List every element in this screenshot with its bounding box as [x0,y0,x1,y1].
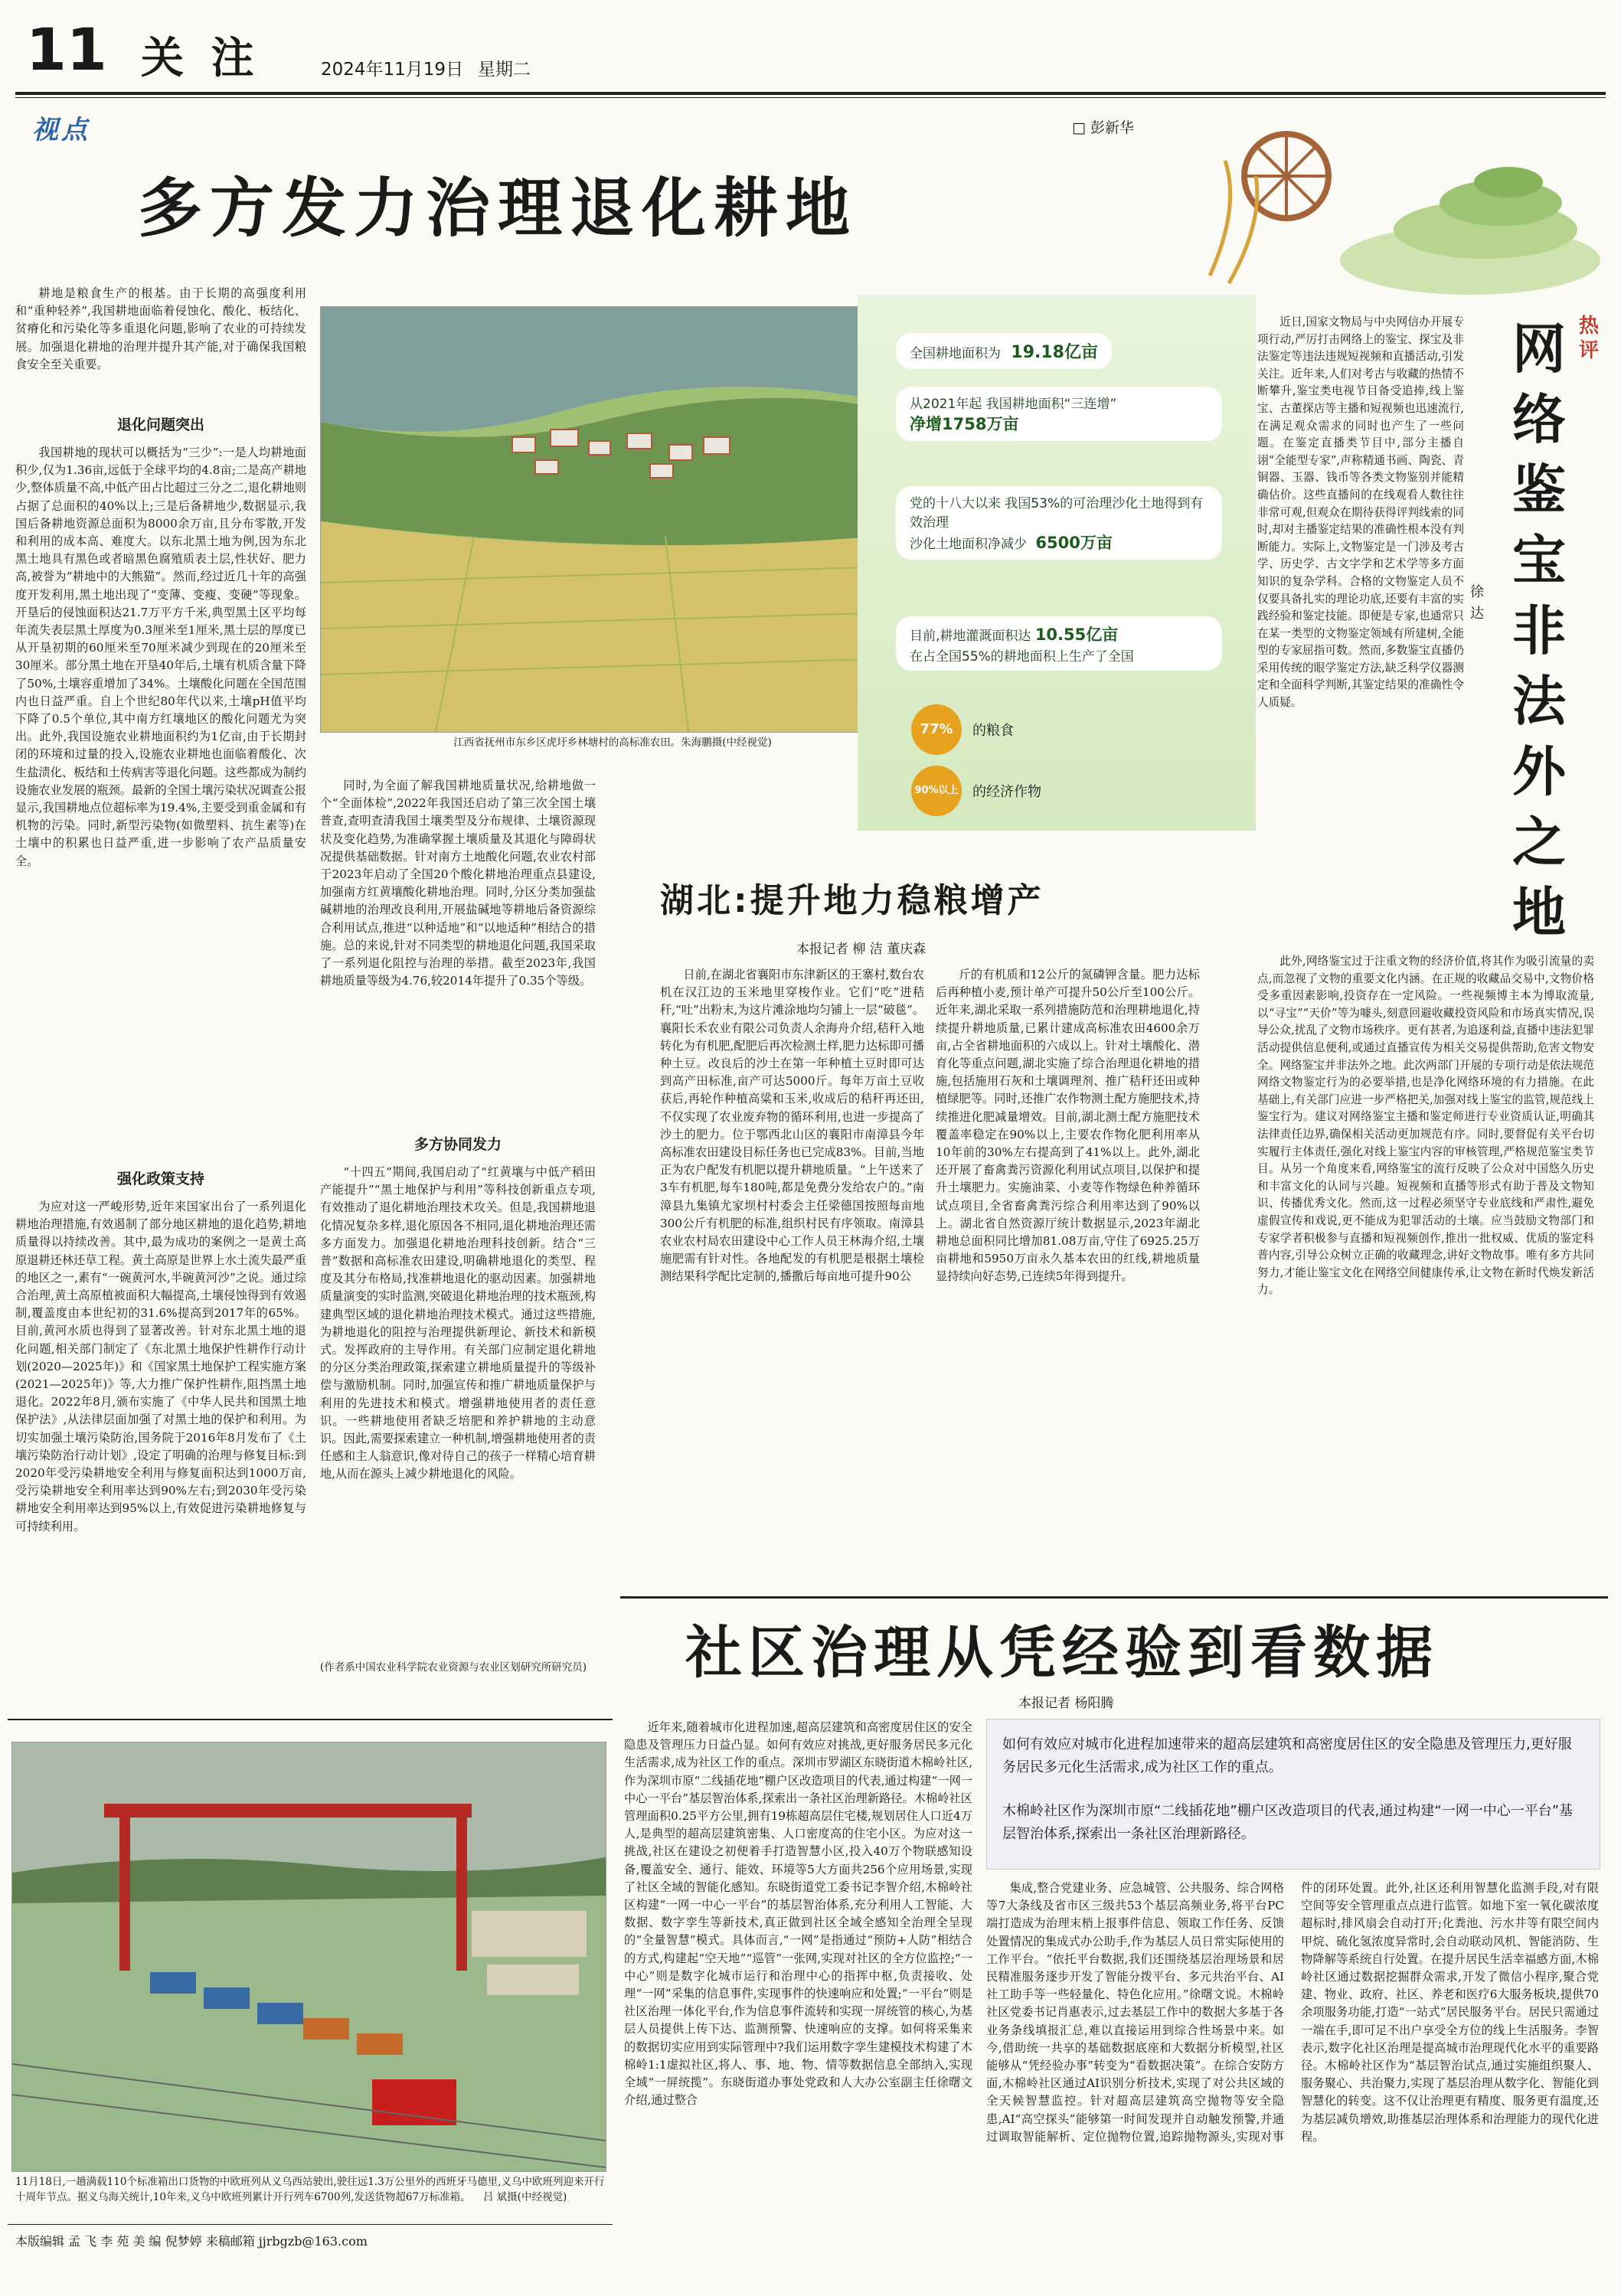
cash-crop-share-label: 的经济作物 [972,784,1041,800]
grain-share-label: 的粮食 [972,723,1014,739]
masthead [26,15,1596,92]
masthead-rule [15,92,1606,95]
stat-irrigation-value: 10.55亿亩 [1034,625,1119,644]
hubei-text-col2: 斤的有机质和12公斤的氮磷钾含量。肥力达标后再种植小麦,预计单产可提升50公斤至100公斤。近年来,湖北采取一系列措施防范和治理耕地退化,持续提升耕地质量,已累计建成高标准农田4600余万亩,占全省耕地面积的六成以上。针对土壤酸化、潜育化等重点问题,湖北实施了综合治理退化耕地的措施,包括施用石灰和土壤调理剂、推广秸秆还田或种植绿肥等。同时,还推广农作物测土配方施肥技术,持续推进化肥减量增效。目前,湖北测土配方施肥技术覆盖率稳定在90%以上,主要农作物化肥利用率从10年前的30%左右提高到了41%以上。此外,湖北还开展了畜禽粪污资源化利用试点项目,以保护和提升土壤肥力。实施油菜、小麦等作物绿色种养循环试点项目,全省畜禽粪污综合利用率达到了90%以上。湖北省自然资源厅统计数据显示,2023年湖北耕地总面积同比增加81.08万亩,守住了6925.25万亩耕地和5950万亩永久基本农田的红线,耕地质量显持续向好态势,已连续5年得到提升。 [936,968,1200,1284]
rail-photo-caption: 11月18日,一趟满载110个标准箱出口货物的中欧班列从义乌西站驶出,驶往远1.3万公里外的西班牙马德里,义乌中欧班列迎来开行十周年节点。据义乌海关统计,10年来,义乌中欧班列累计开行列车6700列,发送货物超67万标准箱。 吕 斌摄(中经视觉) [15,2176,605,2203]
section-heading-policy: 强化政策支持 [116,1171,204,1187]
stat-desertification: 党的十八大以来 我国53%的可治理沙化土地得到有效治理 沙化土地面积净减少 6500万亩 [896,486,1222,560]
rail-yard-photo [11,1742,606,2172]
community-summary-2: 木棉岭社区作为深圳市原“二线插花地”棚户区改造项目的代表,通过构建“一网一中心一平台”基层智治体系,探索出一条社区治理新路径。 [1002,1803,1574,1842]
hubei-text-col1: 日前,在湖北省襄阳市东津新区的王寨村,数台农机在汉江边的玉米地里穿梭作业。它们“吃”进秸秆,“吐”出粉末,为这片滩涂地均匀铺上一层“破毯”。襄阳长禾农业有限公司负责人余海舟介绍,秸秆入地转化为有机肥,配肥后再次检测土样,肥力达标即可播种土豆。改良后的沙土在第一年种植土豆时即可达到高产田标准,亩产可达5000斤。每年万亩土豆收获后,再轮作种植高粱和玉米,收成后的秸秆再还田,不仅实现了农业废弃物的循环利用,也进一步提高了沙土的肥力。位于鄂西北山区的襄阳市南漳县今年高标准农田建设目标任务也已完成83%。目前,当地正为农户配发有机肥以提升耕地质量。“上午送来了3车有机肥,每车180吨,都是免费分发给农户的。”南漳县九集镇尤家坝村村委会主任梁德国按照每亩地300公斤有机肥的标准,组织村民有序领取。南漳县农业农村局农田建设中心工作人员王林海介绍,土壤施肥需有针对性。各地配发的有机肥是根据土壤检测结果科学配比定制的,播撒后每亩地可提升90公 [660,968,924,1284]
community-summary-1: 如何有效应对城市化进程加速带来的超高层建筑和高密度居住区的安全隐患及管理压力,更好服务居民多元化生活需求,成为社区工作的重点。 [1002,1736,1572,1775]
section-problems-text: 我国耕地的现状可以概括为“三少”:一是人均耕地面积少,仅为1.36亩,远低于全球平均的4.8亩;二是高产耕地少,整体质量不高,中低产田占比超过三分之二,退化耕地则占据了总面积的40%以上;三是后备耕地少,数据显示,我国后备耕地资源总面积为8000余万亩,且分布零散,开发和利用的成本高、难度大。以东北黑土地为例,因为东北黑土地具有黑色或者暗黑色腐殖质表土层,性状好、肥力高,被誉为“耕地中的大熊猫”。然而,经过近几十年的高强度开发利用,黑土地出现了“变薄、变瘦、变硬”等现象。开垦后的侵蚀面积达21.7万平方千米,典型黑土区平均每年流失表层黑土厚度为0.3厘米至1厘米,黑土层的厚度已从开垦初期的60厘米至70厘米减少到现在的20厘米至30厘米。部分黑土地在开垦40年后,土壤有机质含量下降了50%,土壤容重增加了34%。土壤酸化问题在全国范围内也日益严重。自上个世纪80年代以来,土壤pH值平均下降了0.5个单位,其中南方红壤地区的酸化问题尤为突出。此外,我国设施农业耕地面积约为1亿亩,由于长期封闭的环境和过量的投入,设施农业耕地也面临着酸化、次生盐渍化、板结和土传病害等退化问题。这些都成为制约设施农业发展的瓶颈。最新的全国土壤污染状况调查公报显示,我国耕地点位超标率为19.4%,主要受到重金属和有机物的污染。同时,新型污染物(如微塑料、抗生素等)在土壤中的积累也日益严重,进一步影响了农产品质量安全。 [15,446,306,868]
main-byline: □ 彭新华 [1072,119,1134,136]
decorative-terrace-art [1195,115,1608,306]
rail-photo-rule [8,1719,613,1720]
community-text-col2: 集成,整合党建业务、应急城管、公共服务、综合网格等7大条线及省市区三级共53个基层高频业务,将平台PC端打造成为治理末梢上报事件信息、领取工作任务、反馈处置情况的集成式办公助手,作为基层人员日常实际使用的工作平台。“依托平台数据,我们还围绕基层治理场景和居民精准服务逐步开发了智能分拨平台、多元共治平台、AI社工助手等一些轻量化、特色化应用。”徐曙文说。木棉岭社区党委书记肖惠表示,过去基层工作中的数据大多基于各业务条线填报汇总,难以直接运用到综合性场景中来。如今,借助统一共享的基础数据底座和大数据分析模型,社区能够从“凭经验办事”转变为“看数据决策”。在综合安防方面,木棉岭社区通过AI识别分析技术,实现了对公共区域的全天候智慧监控。针对超高层建筑高空抛物等安全隐患,AI“高空探头”能够第一时间发现并自动触发预警,并通过调取智能解析、定位抛物位置,追踪抛物源头,实现对事件的闭环处置。此外,社区还利用智慧化监测手段,对有限空间等安全管理重点点进行监管。如地下室一氧化碳浓度超标时,排风扇会自动打开;化粪池、污水井等有限空间内甲烷、硫化氢浓度异常时,会自动联动风机、智能消防、生物降解等系统自行处置。在提升居民生活幸福感方面,木棉岭社区通过数据挖掘群众需求,开发了微信小程序,聚合党建、物业、政府、社区、养老和医疗6大服务板块,提供70余项服务功能,打造“一站式”居民服务平台。居民只需通过一端在手,即可足不出户享受全方位的线上生活服务。李智表示,数字化社区治理是提高城市治理现代化水平的重要路径。木棉岭社区作为“基层智治试点,通过实施组织聚人、服务聚心、共治聚力,实现了基层治理从数字化、智能化到智慧化的转变。这不仅让治理更有精度、服务更有温度,还为基层减负增效,助推基层治理体系和治理能力的现代化进程。 [986,1881,1599,2144]
stat-three-increase-value: 净增1758万亩 [910,415,1019,433]
issue-date: 2024年11月19日 [321,60,464,80]
community-box-rule [620,1596,1608,1599]
column-tag: 视点 [32,115,90,145]
section-heading-problems: 退化问题突出 [116,416,204,433]
hubei-byline: 本报记者 柳 洁 董庆森 [796,942,927,957]
footer-editors: 本版编辑 孟 飞 李 苑 美 编 倪梦婷 来稿邮箱 jjrbgzb@163.com [15,2234,368,2249]
stat-total-area-value: 19.18亿亩 [1011,343,1098,362]
stat-desertification-value: 6500万亩 [1035,534,1113,552]
section-synergy-text: “十四五”期间,我国启动了“红黄壤与中低产稻田产能提升”“黑土地保护与利用”等科技创新重点专项,有效推动了退化耕地治理技术攻关。但是,我国耕地退化情况复杂多样,退化原因各不相同,退化耕地治理还需多方面发力。加强退化耕地治理科技创新。结合“三普”数据和高标准农田建设,明确耕地退化的类型、程度及其分布格局,找准耕地退化的驱动因素。加强耕地质量演变的实时监测,突破退化耕地治理的技术瓶颈,构建典型区域的退化耕地治理技术模式。通过这些措施,为耕地退化的阻控与治理提供新理论、新技术和新模式。发挥政府的主导作用。有关部门应制定退化耕地的分区分类治理政策,探索建立耕地质量提升的等级补偿与激励机制。同时,加强宣传和推广耕地质量保护与利用的先进技术和模式。增强耕地使用者的责任意识。一些耕地使用者缺乏培肥和养护耕地的主动意识。因此,需要探索建立一种机制,增强耕地使用者的责任感和主人翁意识,像对待自己的孩子一样精心培育耕地,从而在源头上减少耕地退化的风险。 [320,1165,596,1481]
hubei-title: 湖北:提升地力稳粮增产 [660,881,1044,920]
section-policy-text: 为应对这一严峻形势,近年来国家出台了一系列退化耕地治理措施,有效遏制了部分地区耕地的退化趋势,耕地质量得以持续改善。其中,最为成功的案例之一是黄土高原退耕还林还草工程。黄土高原是世界上水土流失最严重的地区之一,素有“一碗黄河水,半碗黄河沙”之说。通过综合治理,黄土高原植被面积大幅提高,土壤侵蚀得到有效遏制,覆盖度由本世纪初的31.6%提高到2017年的65%。目前,黄河水质也得到了显著改善。针对东北黑土地的退化问题,相关部门制定了《东北黑土地保护性耕作行动计划(2020—2025年)》和《国家黑土地保护工程实施方案(2021—2025年)》等,大力推广保护性耕作,阻挡黑土地退化。2022年8月,颁布实施了《中华人民共和国黑土地保护法》,从法律层面加强了对黑土地的保护和利用。为切实加强土壤污染防治,国务院于2016年8月发布了《土壤污染防治行动计划》,设定了明确的治理与修复目标:到2020年受污染耕地安全利用与修复面积达到1000万亩,受污染耕地安全利用率达到90%左右;到2030年受污染耕地安全利用率达到95%以上,有效促进污染耕地修复与可持续利用。 [15,1200,306,1533]
rail-photo-credit: 吕 斌摄(中经视觉) [482,2191,567,2203]
commentary-text-top: 近日,国家文物局与中央网信办开展专项行动,严厉打击网络上的鉴宝、探宝及非法鉴定等违法违规短视频和直播活动,引发关注。近年来,人们对考古与收藏的热情不断攀升,鉴宝类电视节目备受追捧,线上鉴宝、古董探店等主播和短视频也迅速流行,在满足观众需求的同时也产生了一些问题。在鉴定直播类节目中,部分主播自诩“全能型专家”,声称精通书画、陶瓷、青铜器、玉器、钱币等各类文物鉴别并能精确估价。这些直播间的在线观看人数往往非常可观,但观众在期待获得评判线索的同时,却对主播鉴定结果的准确性根本没有判断能力。实际上,文物鉴定是一门涉及考古学、历史学、古文字学和艺术学等多方面知识的复杂学科。合格的文物鉴定人员不仅要具备扎实的理论功底,还要有丰富的实践经验和鉴定技能。即便是专家,也通常只在某一类型的文物鉴定领域有所建树,全能型的专家屈指可数。然而,多数鉴宝直播仍采用传统的眼学鉴定方法,缺乏科学仪器测定和全面科学判断,其鉴定结果的准确性令人质疑。 [1257,315,1464,710]
commentary-text-bottom: 此外,网络鉴宝过于注重文物的经济价值,将其作为吸引流量的卖点,而忽视了文物的重要文化内涵。在正规的收藏品交易中,文物价格受多重因素影响,投资存在一定风险。一些视频博主本为博取流量,以“寻宝”“天价”等为噱头,刻意回避收藏投资风险和市场真实情况,误导公众,扰乱了文物市场秩序。更有甚者,为追逐利益,直播中违法犯罪活动提供信息便利,或通过直播宣传为相关交易提供帮助,危害文物安全。网络鉴宝并非法外之地。此次两部门开展的专项行动是依法规范网络文物鉴定行为的必要举措,也是净化网络环境的有力措施。在此基础上,有关部门应进一步严格把关,加强对线上鉴宝的监管,规范线上鉴宝行为。建议对网络鉴宝主播和鉴定师进行专业资质认证,明确其法律责任边界,确保相关活动更加规范有序。同时,要督促有关平台切实履行主体责任,强化对线上鉴宝内容的审核管理,严格规范鉴宝类节目。从另一个角度来看,网络鉴宝的流行反映了公众对中国悠久历史和丰富文化的认同与兴趣。短视频和直播等形式有助于普及文物知识、传播优秀文化。然而,这一过程必须坚守专业底线和严肃性,避免虚假宣传和戏说,更不能成为犯罪活动的土壤。应当鼓励文物部门和专家学者积极参与直播和短视频创作,推出一批权威、优质的鉴定科普内容,引导公众树立正确的收藏理念,讲好文物故事。唯有多方共同努力,才能让鉴宝文化在网络空间健康传承,让文物在新时代焕发新活力。 [1257,955,1594,1297]
community-summary-box [986,1719,1600,1870]
community-byline: 本报记者 杨阳腾 [1018,1696,1114,1711]
community-title: 社区治理从凭经验到看数据 [685,1620,1439,1686]
page-number: 11 [26,15,107,83]
stat-three-increase: 从2021年起 我国耕地面积“三连增” 净增1758万亩 [896,387,1222,441]
footer-rule [8,2224,613,2225]
grain-share-badge: 77% [911,704,962,755]
main-article-title: 多方发力治理退化耕地 [138,170,858,246]
cash-crop-share-badge: 90%以上 [911,766,962,816]
farmland-photo [320,306,873,733]
stat-irrigation: 目前,耕地灌溉面积达 10.55亿亩 在占全国55%的耕地面积上生产了全国 [896,616,1222,671]
issue-weekday: 星期二 [478,60,531,80]
farmland-photo-caption: 江西省抚州市东乡区虎圩乡林塘村的高标准农田。朱海鹏摄(中经视觉) [453,736,772,749]
section-policy-text-continued: 同时,为全面了解我国耕地质量状况,给耕地做一个“全面体检”,2022年我国还启动了第三次全国土壤普查,查明查清我国土壤类型及分布规律、土壤资源现状及变化趋势,为准确掌握土壤质量及其退化与障碍状况提供基础数据。针对南方土地酸化问题,农业农村部于2023年启动了全国20个酸化耕地治理重点县建设,加强南方红黄壤酸化耕地治理。同时,分区分类加强盐碱耕地的治理改良利用,开展盐碱地等耕地后备资源综合利用试点,推进“以种适地”和“以地适种”相结合的措施。总的来说,针对不同类型的耕地退化问题,我国采取了一系列退化阻控与治理的举措。截至2023年,我国耕地质量等级为4.76,较2014年提升了0.35个等级。 [320,779,596,988]
author-note: (作者系中国农业科学院农业资源与农业区划研究所研究员) [320,1661,587,1674]
section-name: 关 注 [141,33,260,83]
community-text-col1: 近年来,随着城市化进程加速,超高层建筑和高密度居住区的安全隐患及管理压力日益凸显。如何有效应对挑战,更好服务居民多元化生活需求,成为社区工作的重点。深圳市罗湖区东晓街道木棉岭社区,作为深圳市原“二线插花地”棚户区改造项目的代表,通过构建“一网一中心一平台”基层智治体系,探索出一条社区治理新路径。木棉岭社区管理面积0.25平方公里,拥有19栋超高层住宅楼,规划居住人口近4万人,是典型的超高层建筑密集、人口密度高的住宅小区。为应对这一挑战,社区在建设之初便着手打造智慧小区,投入40万个物联感知设备,覆盖安全、通行、能效、环境等5大方面共256个应用场景,实现了社区全域的智能化感知。东晓街道党工委书记李智介绍,木棉岭社区构建“一网一中心一平台”的基层智治体系,充分利用人工智能、大数据、数字孪生等新技术,真正做到社区全域全感知全治理全呈现的“全量智慧”模式。具体而言,“一网”是指通过“预防+人防”相结合的方式,构建起“空天地”“巡管”一张网,实现对社区的全方位监控;“一中心”则是数字化城市运行和治理中心的指挥中枢,负责接收、处理“一网”采集的信息事件,实现事件的快速响应和处置;“一平台”则是社区治理一体化平台,作为信息事件流转和实现一屏统管的核心,为基层人员提供上传下达、监测预警、快速响应的支撑。如何将采集来的数据切实应用到实际管理中?我们运用数字孪生建模技术构建了木棉岭1:1虚拟社区,将人、事、地、物、情等数据信息全部纳入,实现全域“一屏统揽”。东晓街道办事处党政和人大办公室副主任徐曙文介绍,通过整合 [624,1720,972,2108]
masthead-rule-thin [15,97,1606,98]
commentary-tag: 热评 [1579,315,1600,362]
commentary-title: 网络鉴宝非法外之地 [1512,317,1566,944]
commentary-author: 徐达 [1470,584,1484,622]
stat-total-area: 全国耕地面积为 19.18亿亩 [896,333,1112,369]
farmland-stats-infographic [858,295,1256,831]
main-intro: 耕地是粮食生产的根基。由于长期的高强度利用和“重种轻养”,我国耕地面临着侵蚀化、酸化、板结化、贫瘠化和污染化等多重退化问题,影响了农业的可持续发展。加强退化耕地的治理并提升其产能,对于确保我国粮食安全至关重要。 [15,286,306,371]
section-heading-synergy: 多方协同发力 [413,1136,502,1153]
